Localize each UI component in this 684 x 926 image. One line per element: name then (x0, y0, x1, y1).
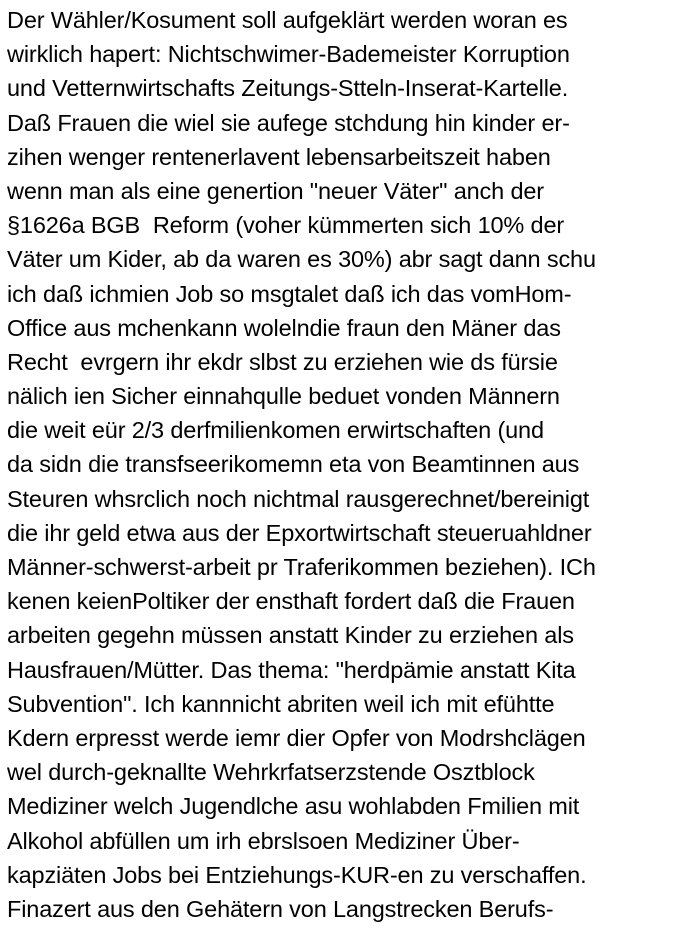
text-line: Mediziner welch Jugendlche asu wohlabden Fmilien mit (7, 793, 580, 820)
text-line: und Vetternwirtschafts Zeitungs-Stteln-Inserat-Kartelle. (7, 75, 569, 102)
text-line: Subvention". Ich kannnicht abriten weil ich mit efühtte (7, 690, 555, 717)
text-line: Männer-schwerst-arbeit pr Traferikommen beziehen). ICh (7, 554, 596, 580)
text-line: Hausfrauen/Mütter. Das thema: "herdpämie anstatt Kita (7, 656, 576, 683)
text-line: ich daß ichmien Job so msgtalet daß ich das vomHom- (7, 280, 572, 307)
text-line: Office aus mchenkann wolelndie fraun den Mäner das (7, 314, 561, 341)
text-line: wel durch-geknallte Wehrkrfatserzstende Osztblock (7, 759, 535, 786)
text-line: §1626a BGB Reform (voher kümmerten sich 10% der (7, 212, 565, 239)
text-line: nälich ien Sicher einnahqulle beduet vonden Männern (7, 383, 560, 410)
text-line: Finazert aus den Gehätern von Langstrecken Berufs- (7, 895, 554, 922)
text-line: arbeiten gegehn müssen anstatt Kinder zu erziehen als (7, 622, 574, 649)
text-line: Daß Frauen die wiel sie aufege stchdung hin kinder er- (7, 109, 570, 136)
text-line: zihen wenger rentenerlavent lebensarbeitszeit haben (7, 143, 551, 170)
text-line: wirklich hapert: Nichtschwimer-Bademeister Korruption (7, 41, 570, 68)
text-line: wenn man als eine genertion "neuer Väter" anch der (7, 177, 544, 204)
text-line: Recht evrgern ihr ekdr slbst zu erziehen wie ds fürsie (7, 348, 558, 375)
text-line: Alkohol abfüllen um irh ebrslsoen Mediziner Über- (7, 827, 520, 854)
text-line: die ihr geld etwa aus der Epxortwirtschaft steueruahldner (7, 519, 592, 546)
text-line: da sidn die transfseerikomemn eta von Beamtinnen aus (7, 451, 580, 478)
text-line: die weit eür 2/3 derfmilienkomen erwirtschaften (und (7, 417, 544, 444)
text-line: Väter um Kider, ab da waren es 30%) abr sagt dann schu (7, 246, 596, 273)
text-line: Kdern erpresst werde iemr dier Opfer von Modrshclägen (7, 724, 586, 751)
text-line: kenen keienPoltiker der ensthaft fordert daß die Frauen (7, 588, 575, 615)
text-line: Steuren whsrclich noch nichtmal rausgerechnet/bereinigt (7, 485, 590, 512)
text-line: kapziäten Jobs bei Entziehungs-KUR-en zu verschaffen. (7, 861, 587, 888)
text-line: Der Wähler/Kosument soll aufgeklärt werden woran es (7, 7, 568, 33)
